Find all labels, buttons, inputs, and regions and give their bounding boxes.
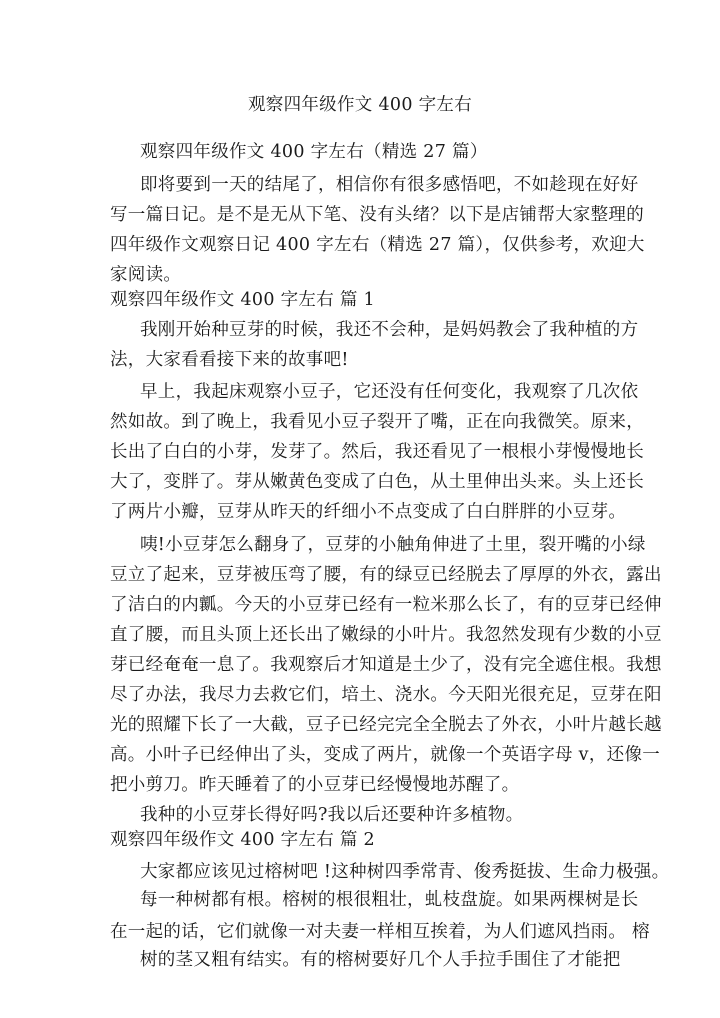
- paragraph-line: 了洁白的内瓤。今天的小豆芽已经有一粒米那么长了，有的豆芽已经伸: [110, 595, 662, 615]
- paragraph-line: 树的茎又粗有结实。有的榕树要好几个人手拉手围住了才能把: [140, 950, 621, 970]
- paragraph-line: 尽了办法，我尽力去救它们，培土、浇水。今天阳光很充足，豆芽在阳: [110, 685, 662, 705]
- page-title: 观察四年级作文 400 字左右: [247, 95, 473, 115]
- intro-line: 即将要到一天的结尾了，相信你有很多感悟吧，不如趁现在好好: [140, 175, 639, 195]
- paragraph-line: 法，大家看看接下来的故事吧!: [110, 350, 349, 370]
- paragraph-line: 把小剪刀。昨天睡着了的小豆芽已经慢慢地苏醒了。: [110, 775, 520, 795]
- paragraph-line: 豆立了起来，豆芽被压弯了腰，有的绿豆已经脱去了厚厚的外衣，露出: [110, 565, 662, 585]
- paragraph-line: 咦!小豆芽怎么翻身了，豆芽的小触角伸进了土里，裂开嘴的小绿: [140, 535, 646, 555]
- paragraph-line: 了两片小瓣，豆芽从昨天的纤细小不点变成了白白胖胖的小豆芽。: [110, 502, 627, 522]
- paragraph-line: 然如故。到了晚上，我看见小豆子裂开了嘴，正在向我微笑。原来，: [110, 412, 644, 432]
- paragraph-line: 我种的小豆芽长得好吗?我以后还要种许多植物。: [140, 805, 524, 825]
- intro-line: 家阅读。: [110, 265, 182, 285]
- paragraph-line: 在一起的话，它们就像一对夫妻一样相互挨着，为人们遮风挡雨。 榕: [110, 922, 650, 942]
- paragraph-line: 长出了白白的小芽，发芽了。然后，我还看见了一根根小芽慢慢地长: [110, 442, 644, 462]
- section-heading: 观察四年级作文 400 字左右 篇 1: [110, 290, 375, 310]
- paragraph-line: 芽已经奄奄一息了。我观察后才知道是土少了，没有完全遮住根。我想: [110, 655, 662, 675]
- paragraph-line: 早上，我起床观察小豆子，它还没有任何变化，我观察了几次依: [140, 382, 639, 402]
- paragraph-line: 直了腰，而且头顶上还长出了嫩绿的小叶片。我忽然发现有少数的小豆: [110, 625, 662, 645]
- intro-line: 写一篇日记。是不是无从下笔、没有头绪？以下是店铺帮大家整理的: [110, 205, 644, 225]
- paragraph-line: 高。小叶子已经伸出了头，变成了两片，就像一个英语字母 v，还像一: [110, 745, 661, 765]
- intro-line: 四年级作文观察日记 400 字左右（精选 27 篇），仅供参考，欢迎大: [110, 235, 645, 255]
- paragraph-line: 光的照耀下长了一大截，豆子已经完完全全脱去了外衣，小叶片越长越: [110, 715, 662, 735]
- paragraph-line: 每一种树都有根。榕树的根很粗壮，虬枝盘旋。如果两棵树是长: [140, 890, 639, 910]
- paragraph-line: 我刚开始种豆芽的时候，我还不会种，是妈妈教会了我种植的方: [140, 320, 639, 340]
- section-heading: 观察四年级作文 400 字左右 篇 2: [110, 830, 375, 850]
- subtitle-line: 观察四年级作文 400 字左右（精选 27 篇）: [140, 142, 488, 162]
- paragraph-line: 大了，变胖了。芽从嫩黄色变成了白色，从土里伸出头来。头上还长: [110, 472, 644, 492]
- paragraph-line: 大家都应该见过榕树吧 !这种树四季常青、俊秀挺拔、生命力极强。: [140, 862, 670, 882]
